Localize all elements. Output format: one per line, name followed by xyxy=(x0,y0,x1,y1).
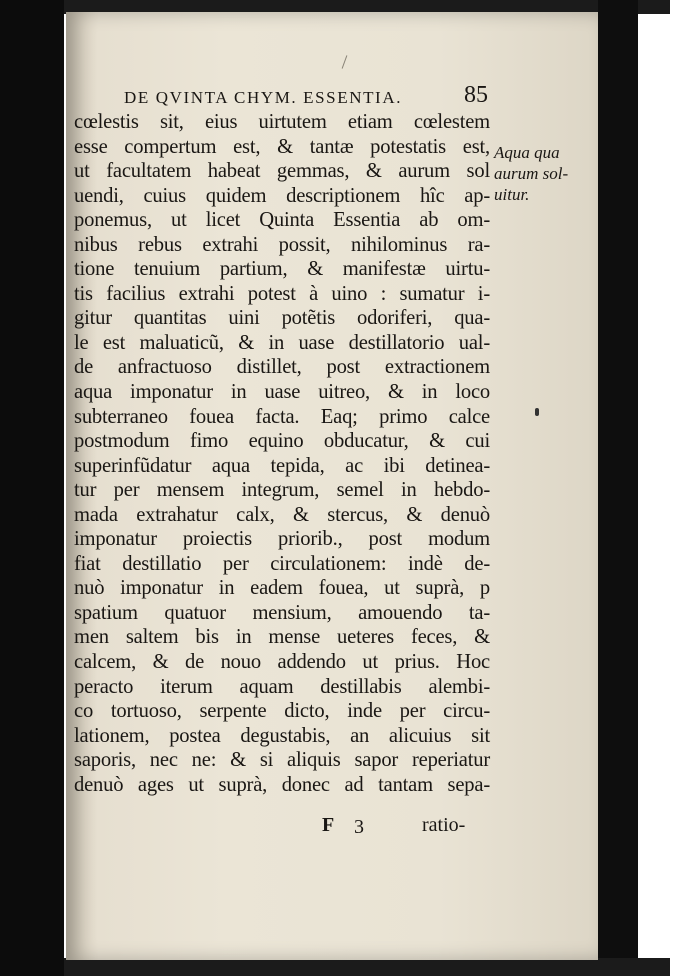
page-header xyxy=(124,82,524,112)
text-line: co tortuoso, serpente dicto, inde per circu- xyxy=(74,700,490,723)
text-line: gitur quantitas uini potẽtis odoriferi, qua- xyxy=(74,307,490,330)
text-line: le est maluaticũ, & in uase destillatorio ual- xyxy=(74,331,490,354)
book-spine-shadow xyxy=(0,0,64,976)
text-line: mada extrahatur calx, & stercus, & denuò xyxy=(74,503,490,526)
text-line: peracto iterum aquam destillabis alembi- xyxy=(74,675,490,698)
signature-number: 3 xyxy=(354,816,364,838)
ink-speck xyxy=(535,408,539,416)
bottom-edge-shadow xyxy=(64,958,670,976)
text-line: fiat destillatio per circulationem: indè de- xyxy=(74,552,490,575)
marginal-note-line: aurum sol- xyxy=(494,164,569,183)
text-line: calcem, & de nouo addendo ut prius. Hoc xyxy=(74,651,490,674)
text-line: nibus rebus extrahi possit, nihilominus ra- xyxy=(74,233,490,256)
text-line: ponemus, ut licet Quinta Essentia ab om- xyxy=(74,209,490,232)
text-line: tione tenuium partium, & manifestæ uirtu- xyxy=(74,258,490,281)
marginal-note-line: Aqua qua xyxy=(494,143,560,162)
body-text xyxy=(74,110,490,797)
text-line: de anfractuoso distillet, post extractionem xyxy=(74,356,490,379)
text-line: subterraneo fouea facta. Eaq; primo calce xyxy=(74,405,490,428)
text-line: superinfũdatur aqua tepida, ac ibi detinea- xyxy=(74,454,490,477)
text-line: cœlestis sit, eius uirtutem etiam cœlestem xyxy=(74,111,490,133)
text-line: lationem, postea degustabis, an alicuius sit xyxy=(74,724,490,747)
marginal-note xyxy=(494,142,584,205)
text-line: ut facultatem habeat gemmas, & aurum sol xyxy=(74,160,490,183)
page-footer xyxy=(322,814,492,842)
text-line: uendi, cuius quidem descriptionem hîc ap- xyxy=(74,184,490,207)
text-line: aqua imponatur in uase uitreo, & in loco xyxy=(74,381,490,404)
signature-mark: F xyxy=(322,814,335,836)
text-line: esse compertum est, & tantæ potestatis est, xyxy=(74,135,490,158)
marginal-note-line: uitur. xyxy=(494,185,530,204)
text-line: postmodum fimo equino obducatur, & cui xyxy=(74,430,490,453)
text-line: denuò ages ut suprà, donec ad tantam sepa- xyxy=(74,773,490,796)
text-line: tis facilius extrahi potest à uino : sumatur i- xyxy=(74,282,490,305)
running-head: DE QVINTA CHYM. ESSENTIA. xyxy=(124,88,403,107)
text-line: saporis, nec ne: & si aliquis sapor reperiatur xyxy=(74,749,490,772)
text-line: nuò imponatur in eadem fouea, ut suprà, p xyxy=(74,577,490,600)
catchword: ratio- xyxy=(422,814,466,836)
text-line: tur per mensem integrum, semel in hebdo- xyxy=(74,479,490,502)
text-line: imponatur proiectis priorib., post modum xyxy=(74,528,490,551)
text-line: spatium quatuor mensium, amouendo ta- xyxy=(74,601,490,624)
text-line: men saltem bis in mense ueteres feces, & xyxy=(74,626,490,649)
page-number: 85 xyxy=(464,82,488,108)
right-edge-shadow xyxy=(598,0,638,976)
